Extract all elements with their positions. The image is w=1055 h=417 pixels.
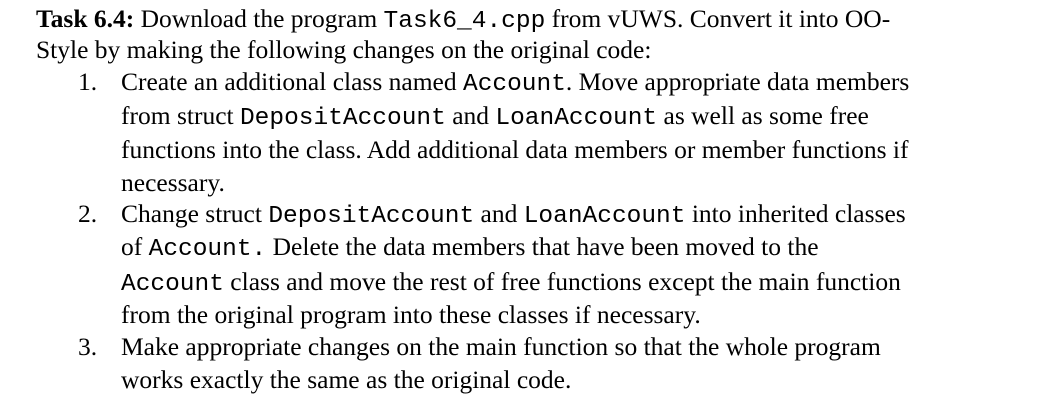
item-1-line-4: necessary. bbox=[121, 168, 225, 197]
item-2-line-2 bbox=[121, 232, 819, 265]
task-intro-line-1 bbox=[36, 4, 890, 37]
item-1-text: and bbox=[445, 101, 496, 130]
task-title: Task 6.4: bbox=[36, 4, 135, 33]
item-2-text: and bbox=[474, 199, 524, 228]
item-2-text: of bbox=[121, 232, 149, 261]
item-1-text: as well as some free bbox=[657, 101, 869, 130]
item-2-text: into inherited classes bbox=[685, 199, 906, 228]
item-number-2: 2. bbox=[78, 199, 98, 228]
item-2-text: Change struct bbox=[121, 199, 269, 228]
item-2-line-1 bbox=[121, 199, 906, 232]
item-number-3: 3. bbox=[78, 332, 98, 361]
item-2-line-4: from the original program into these classes if necessary. bbox=[121, 300, 701, 329]
code-deposit-account: DepositAccount bbox=[268, 203, 475, 230]
item-1-line-1 bbox=[121, 67, 909, 100]
code-account: Account bbox=[463, 71, 566, 98]
code-deposit-account: DepositAccount bbox=[239, 105, 446, 132]
item-2-text: class and move the rest of free functions except the main function bbox=[223, 267, 901, 296]
item-1-text: Create an additional class named bbox=[121, 67, 463, 96]
code-loan-account: LoanAccount bbox=[523, 203, 686, 230]
item-3-line-2: works exactly the same as the original code. bbox=[121, 365, 572, 394]
task-intro-text-b: from vUWS. Convert it into OO- bbox=[545, 4, 891, 33]
item-2-text: Delete the data members that have been moved to the bbox=[266, 232, 819, 261]
item-2-line-3 bbox=[121, 267, 901, 300]
code-account: Account. bbox=[148, 236, 267, 263]
code-account: Account bbox=[121, 271, 224, 298]
item-1-text: . Move appropriate data members bbox=[565, 67, 910, 96]
item-1-text: from struct bbox=[121, 101, 240, 130]
item-3-line-1: Make appropriate changes on the main function so that the whole program bbox=[121, 332, 881, 361]
item-1-line-3: functions into the class. Add additional data members or member functions if bbox=[121, 135, 909, 164]
item-number-1: 1. bbox=[78, 67, 98, 96]
task-intro-text-a: Download the program bbox=[134, 4, 384, 33]
task-intro-line-2: Style by making the following changes on the original code: bbox=[36, 35, 652, 64]
program-filename: Task6_4.cpp bbox=[383, 8, 546, 35]
item-1-line-2 bbox=[121, 101, 869, 134]
code-loan-account: LoanAccount bbox=[495, 105, 658, 132]
